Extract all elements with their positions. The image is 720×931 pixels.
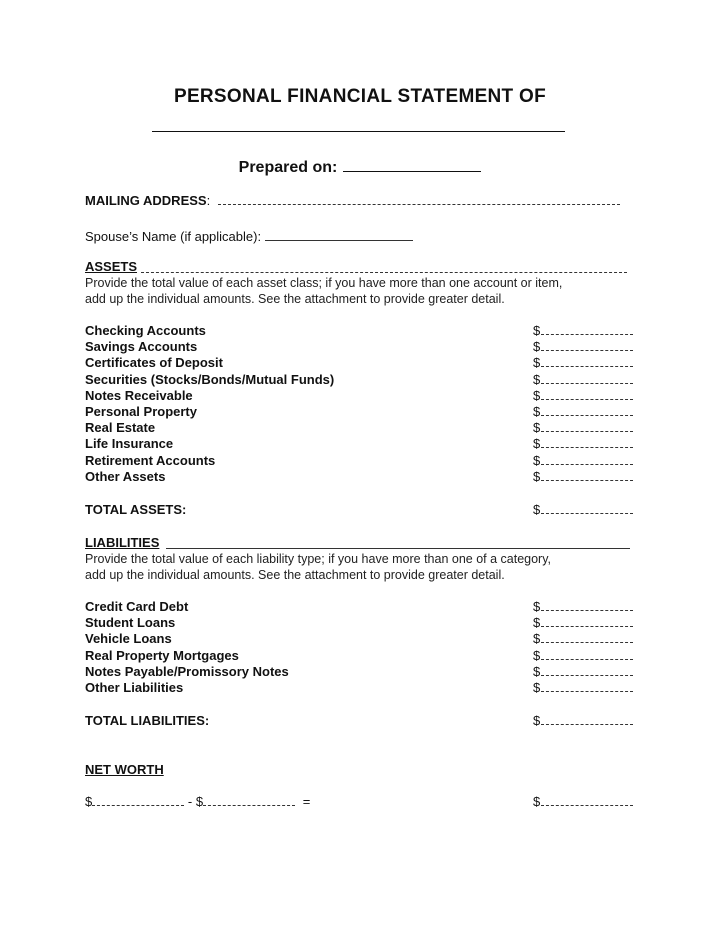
assets-description-line-1: Provide the total value of each asset class; if you have more than one account or item, (85, 276, 563, 290)
total-assets-blank[interactable] (541, 502, 633, 514)
liability-amount-blank[interactable] (541, 599, 633, 611)
currency-symbol: $ (533, 436, 541, 452)
spouse-name-row (85, 228, 413, 244)
liability-item-label: Real Property Mortgages (85, 647, 239, 663)
net-worth-heading: NET WORTH (85, 762, 164, 777)
spouse-name-label: Spouse’s Name (if applicable): (85, 229, 262, 244)
asset-amount-blank[interactable] (541, 323, 633, 335)
mailing-address-label: MAILING ADDRESS (85, 193, 207, 208)
liabilities-description-line-2: add up the individual amounts. See the attachment to provide greater detail. (85, 568, 505, 582)
currency-symbol: $ (533, 599, 541, 614)
prepared-on-label: Prepared on: (238, 159, 338, 176)
liability-item-amount[interactable] (533, 680, 633, 696)
asset-item-label: Notes Receivable (85, 387, 193, 403)
currency-symbol: $ (533, 631, 541, 647)
currency-symbol: $ (533, 323, 541, 338)
net-worth-equation (85, 794, 310, 809)
asset-item-label: Checking Accounts (85, 323, 206, 338)
total-assets-label: TOTAL ASSETS: (85, 502, 187, 517)
asset-amount-blank[interactable] (541, 355, 633, 367)
currency-symbol: $ (533, 647, 541, 663)
currency-symbol: $ (533, 371, 541, 387)
currency-symbol: $ (533, 404, 541, 419)
total-liabilities-blank[interactable] (541, 713, 633, 725)
mailing-address-colon: : (206, 193, 211, 208)
currency-symbol: $ (533, 794, 541, 809)
currency-symbol: $ (533, 355, 541, 371)
currency-symbol: $ (533, 387, 541, 403)
total-liabilities-label: TOTAL LIABILITIES: (85, 713, 210, 728)
asset-item-label: Life Insurance (85, 436, 174, 452)
asset-item-amount[interactable] (533, 453, 633, 469)
liability-amount-blank[interactable] (541, 680, 633, 692)
prepared-on-blank[interactable] (343, 157, 481, 172)
assets-description (85, 275, 645, 307)
liability-amount-blank[interactable] (541, 631, 633, 643)
prepared-on-row (0, 157, 720, 177)
liability-item-label: Other Liabilities (85, 680, 184, 695)
asset-item-amount[interactable] (533, 355, 633, 371)
asset-amount-blank[interactable] (541, 388, 633, 400)
asset-item-amount[interactable] (533, 436, 633, 452)
mailing-address-blank[interactable] (218, 194, 620, 205)
asset-item-label: Real Estate (85, 420, 156, 436)
asset-item-amount[interactable] (533, 339, 633, 355)
liability-item-amount[interactable] (533, 615, 633, 631)
liability-item-amount[interactable] (533, 664, 633, 680)
liability-item-label: Notes Payable/Promissory Notes (85, 663, 289, 679)
liability-amount-blank[interactable] (541, 615, 633, 627)
liability-item-label: Vehicle Loans (85, 631, 172, 647)
assets-heading-rule (141, 272, 627, 273)
currency-symbol: $ (533, 663, 541, 679)
name-blank-line[interactable] (152, 131, 565, 132)
asset-amount-blank[interactable] (541, 453, 633, 465)
currency-symbol: $ (533, 339, 541, 355)
currency-symbol: $ (195, 794, 204, 809)
asset-item-amount[interactable] (533, 323, 633, 339)
asset-item-amount[interactable] (533, 404, 633, 420)
asset-item-label: Other Assets (85, 468, 166, 484)
asset-item-label: Personal Property (85, 404, 197, 419)
asset-item-amount[interactable] (533, 388, 633, 404)
mailing-address-row (85, 193, 620, 208)
liability-item-amount[interactable] (533, 599, 633, 615)
asset-amount-blank[interactable] (541, 469, 633, 481)
asset-item-label: Certificates of Deposit (85, 355, 223, 371)
net-worth-liabilities-blank[interactable] (203, 794, 295, 806)
currency-symbol: $ (533, 502, 541, 517)
liabilities-description (85, 551, 645, 583)
liabilities-description-line-1: Provide the total value of each liability type; if you have more than one of a category, (85, 552, 552, 566)
currency-symbol: $ (533, 420, 541, 436)
net-worth-amount[interactable] (533, 794, 633, 810)
liability-item-amount[interactable] (533, 631, 633, 647)
asset-amount-blank[interactable] (541, 372, 633, 384)
asset-amount-blank[interactable] (541, 436, 633, 448)
spouse-name-blank[interactable] (265, 228, 413, 241)
currency-symbol: $ (533, 452, 541, 468)
liability-item-label: Student Loans (85, 615, 176, 631)
equals-sign: = (302, 794, 311, 809)
currency-symbol: $ (533, 468, 541, 484)
liabilities-heading: LIABILITIES (85, 535, 160, 550)
asset-item-amount[interactable] (533, 420, 633, 436)
asset-item-label: Securities (Stocks/Bonds/Mutual Funds) (85, 371, 335, 387)
net-worth-assets-blank[interactable] (92, 794, 184, 806)
asset-amount-blank[interactable] (541, 420, 633, 432)
asset-amount-blank[interactable] (541, 339, 633, 351)
total-liabilities-amount[interactable] (533, 713, 633, 729)
currency-symbol: $ (533, 713, 541, 728)
minus-sign: - (187, 794, 193, 809)
page-title: PERSONAL FINANCIAL STATEMENT OF (173, 86, 547, 107)
liability-item-label: Credit Card Debt (85, 599, 189, 614)
asset-item-label: Retirement Accounts (85, 452, 216, 468)
liabilities-heading-rule (166, 548, 630, 549)
asset-item-amount[interactable] (533, 469, 633, 485)
liability-amount-blank[interactable] (541, 648, 633, 660)
assets-description-line-2: add up the individual amounts. See the attachment to provide greater detail. (85, 292, 505, 306)
assets-heading: ASSETS (85, 259, 138, 274)
currency-symbol: $ (533, 615, 541, 631)
currency-symbol: $ (533, 680, 541, 695)
currency-symbol: $ (85, 794, 93, 809)
liability-item-amount[interactable] (533, 648, 633, 664)
total-assets-amount[interactable] (533, 502, 633, 518)
asset-amount-blank[interactable] (541, 404, 633, 416)
net-worth-result-blank[interactable] (541, 794, 633, 806)
asset-item-label: Savings Accounts (85, 339, 198, 355)
asset-item-amount[interactable] (533, 372, 633, 388)
liability-amount-blank[interactable] (541, 664, 633, 676)
